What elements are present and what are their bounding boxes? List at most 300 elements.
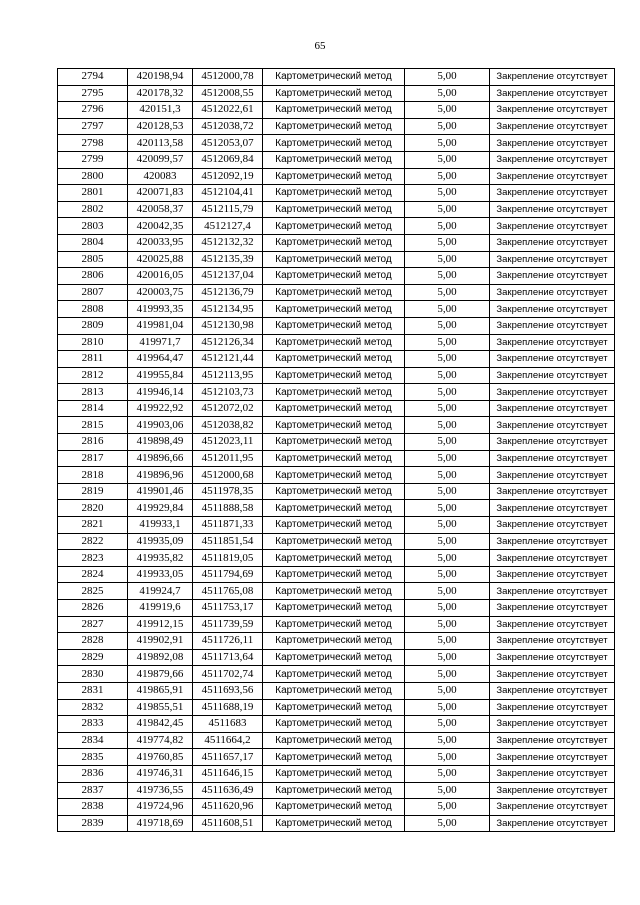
fixation-cell: Закрепление отсутствует (490, 583, 615, 600)
fixation-cell: Закрепление отсутствует (490, 400, 615, 417)
x-coordinate-cell: 419855,51 (128, 699, 193, 716)
table-row (58, 716, 615, 733)
x-coordinate-cell: 419718,69 (128, 815, 193, 832)
method-cell: Картометрический метод (263, 666, 405, 683)
accuracy-cell: 5,00 (405, 517, 490, 534)
method-cell: Картометрический метод (263, 334, 405, 351)
method-cell: Картометрический метод (263, 351, 405, 368)
coordinates-table-body (58, 69, 615, 832)
point-number-cell: 2826 (58, 600, 128, 617)
table-row (58, 682, 615, 699)
fixation-cell: Закрепление отсутствует (490, 185, 615, 202)
fixation-cell: Закрепление отсутствует (490, 384, 615, 401)
x-coordinate-cell: 419903,06 (128, 417, 193, 434)
accuracy-cell: 5,00 (405, 483, 490, 500)
method-cell: Картометрический метод (263, 317, 405, 334)
point-number-cell: 2838 (58, 799, 128, 816)
method-cell: Картометрический метод (263, 782, 405, 799)
point-number-cell: 2805 (58, 251, 128, 268)
y-coordinate-cell: 4512000,78 (193, 69, 263, 86)
method-cell: Картометрический метод (263, 815, 405, 832)
method-cell: Картометрический метод (263, 450, 405, 467)
accuracy-cell: 5,00 (405, 550, 490, 567)
accuracy-cell: 5,00 (405, 649, 490, 666)
method-cell: Картометрический метод (263, 566, 405, 583)
accuracy-cell: 5,00 (405, 317, 490, 334)
method-cell: Картометрический метод (263, 500, 405, 517)
y-coordinate-cell: 4512115,79 (193, 201, 263, 218)
accuracy-cell: 5,00 (405, 268, 490, 285)
table-row (58, 201, 615, 218)
accuracy-cell: 5,00 (405, 85, 490, 102)
y-coordinate-cell: 4512136,79 (193, 284, 263, 301)
accuracy-cell: 5,00 (405, 749, 490, 766)
table-row (58, 815, 615, 832)
point-number-cell: 2801 (58, 185, 128, 202)
y-coordinate-cell: 4511819,05 (193, 550, 263, 567)
fixation-cell: Закрепление отсутствует (490, 151, 615, 168)
accuracy-cell: 5,00 (405, 151, 490, 168)
table-row (58, 234, 615, 251)
x-coordinate-cell: 420113,58 (128, 135, 193, 152)
fixation-cell: Закрепление отсутствует (490, 732, 615, 749)
table-row (58, 85, 615, 102)
fixation-cell: Закрепление отсутствует (490, 550, 615, 567)
fixation-cell: Закрепление отсутствует (490, 334, 615, 351)
y-coordinate-cell: 4512127,4 (193, 218, 263, 235)
y-coordinate-cell: 4512011,95 (193, 450, 263, 467)
y-coordinate-cell: 4511726,11 (193, 633, 263, 650)
table-row (58, 616, 615, 633)
fixation-cell: Закрепление отсутствует (490, 417, 615, 434)
accuracy-cell: 5,00 (405, 782, 490, 799)
x-coordinate-cell: 419901,46 (128, 483, 193, 500)
table-row (58, 649, 615, 666)
x-coordinate-cell: 419922,92 (128, 400, 193, 417)
accuracy-cell: 5,00 (405, 218, 490, 235)
y-coordinate-cell: 4512121,44 (193, 351, 263, 368)
y-coordinate-cell: 4512000,68 (193, 467, 263, 484)
y-coordinate-cell: 4511765,08 (193, 583, 263, 600)
point-number-cell: 2807 (58, 284, 128, 301)
y-coordinate-cell: 4512038,82 (193, 417, 263, 434)
point-number-cell: 2833 (58, 716, 128, 733)
fixation-cell: Закрепление отсутствует (490, 483, 615, 500)
x-coordinate-cell: 419736,55 (128, 782, 193, 799)
table-row (58, 185, 615, 202)
y-coordinate-cell: 4512072,02 (193, 400, 263, 417)
accuracy-cell: 5,00 (405, 118, 490, 135)
method-cell: Картометрический метод (263, 251, 405, 268)
fixation-cell: Закрепление отсутствует (490, 616, 615, 633)
fixation-cell: Закрепление отсутствует (490, 467, 615, 484)
accuracy-cell: 5,00 (405, 102, 490, 119)
x-coordinate-cell: 420025,88 (128, 251, 193, 268)
x-coordinate-cell: 419933,05 (128, 566, 193, 583)
x-coordinate-cell: 419879,66 (128, 666, 193, 683)
point-number-cell: 2839 (58, 815, 128, 832)
point-number-cell: 2806 (58, 268, 128, 285)
x-coordinate-cell: 419993,35 (128, 301, 193, 318)
fixation-cell: Закрепление отсутствует (490, 367, 615, 384)
x-coordinate-cell: 419929,84 (128, 500, 193, 517)
x-coordinate-cell: 420003,75 (128, 284, 193, 301)
point-number-cell: 2817 (58, 450, 128, 467)
point-number-cell: 2835 (58, 749, 128, 766)
table-row (58, 566, 615, 583)
method-cell: Картометрический метод (263, 85, 405, 102)
point-number-cell: 2834 (58, 732, 128, 749)
table-row (58, 417, 615, 434)
fixation-cell: Закрепление отсутствует (490, 533, 615, 550)
accuracy-cell: 5,00 (405, 351, 490, 368)
y-coordinate-cell: 4511688,19 (193, 699, 263, 716)
table-row (58, 251, 615, 268)
x-coordinate-cell: 419760,85 (128, 749, 193, 766)
point-number-cell: 2814 (58, 400, 128, 417)
method-cell: Картометрический метод (263, 234, 405, 251)
point-number-cell: 2808 (58, 301, 128, 318)
method-cell: Картометрический метод (263, 185, 405, 202)
x-coordinate-cell: 420071,83 (128, 185, 193, 202)
fixation-cell: Закрепление отсутствует (490, 799, 615, 816)
x-coordinate-cell: 419842,45 (128, 716, 193, 733)
fixation-cell: Закрепление отсутствует (490, 699, 615, 716)
x-coordinate-cell: 420016,05 (128, 268, 193, 285)
accuracy-cell: 5,00 (405, 765, 490, 782)
accuracy-cell: 5,00 (405, 251, 490, 268)
fixation-cell: Закрепление отсутствует (490, 251, 615, 268)
accuracy-cell: 5,00 (405, 367, 490, 384)
fixation-cell: Закрепление отсутствует (490, 434, 615, 451)
table-row (58, 400, 615, 417)
method-cell: Картометрический метод (263, 69, 405, 86)
method-cell: Картометрический метод (263, 467, 405, 484)
y-coordinate-cell: 4511620,96 (193, 799, 263, 816)
point-number-cell: 2800 (58, 168, 128, 185)
method-cell: Картометрический метод (263, 649, 405, 666)
y-coordinate-cell: 4511683 (193, 716, 263, 733)
table-row (58, 799, 615, 816)
y-coordinate-cell: 4511753,17 (193, 600, 263, 617)
method-cell: Картометрический метод (263, 301, 405, 318)
y-coordinate-cell: 4511608,51 (193, 815, 263, 832)
x-coordinate-cell: 419935,82 (128, 550, 193, 567)
table-row (58, 268, 615, 285)
method-cell: Картометрический метод (263, 799, 405, 816)
x-coordinate-cell: 419955,84 (128, 367, 193, 384)
fixation-cell: Закрепление отсутствует (490, 500, 615, 517)
y-coordinate-cell: 4511657,17 (193, 749, 263, 766)
method-cell: Картометрический метод (263, 384, 405, 401)
x-coordinate-cell: 419924,7 (128, 583, 193, 600)
method-cell: Картометрический метод (263, 765, 405, 782)
table-row (58, 550, 615, 567)
point-number-cell: 2813 (58, 384, 128, 401)
point-number-cell: 2823 (58, 550, 128, 567)
y-coordinate-cell: 4511871,33 (193, 517, 263, 534)
point-number-cell: 2827 (58, 616, 128, 633)
accuracy-cell: 5,00 (405, 201, 490, 218)
table-row (58, 749, 615, 766)
table-row (58, 483, 615, 500)
y-coordinate-cell: 4512134,95 (193, 301, 263, 318)
point-number-cell: 2825 (58, 583, 128, 600)
y-coordinate-cell: 4511739,59 (193, 616, 263, 633)
fixation-cell: Закрепление отсутствует (490, 102, 615, 119)
accuracy-cell: 5,00 (405, 450, 490, 467)
x-coordinate-cell: 419865,91 (128, 682, 193, 699)
table-row (58, 782, 615, 799)
x-coordinate-cell: 420178,32 (128, 85, 193, 102)
point-number-cell: 2802 (58, 201, 128, 218)
fixation-cell: Закрепление отсутствует (490, 284, 615, 301)
fixation-cell: Закрепление отсутствует (490, 118, 615, 135)
point-number-cell: 2795 (58, 85, 128, 102)
method-cell: Картометрический метод (263, 550, 405, 567)
fixation-cell: Закрепление отсутствует (490, 566, 615, 583)
method-cell: Картометрический метод (263, 699, 405, 716)
table-row (58, 633, 615, 650)
point-number-cell: 2836 (58, 765, 128, 782)
table-row (58, 168, 615, 185)
method-cell: Картометрический метод (263, 168, 405, 185)
x-coordinate-cell: 419964,47 (128, 351, 193, 368)
x-coordinate-cell: 420099,57 (128, 151, 193, 168)
y-coordinate-cell: 4512053,07 (193, 135, 263, 152)
fixation-cell: Закрепление отсутствует (490, 666, 615, 683)
x-coordinate-cell: 419902,91 (128, 633, 193, 650)
accuracy-cell: 5,00 (405, 434, 490, 451)
table-row (58, 317, 615, 334)
x-coordinate-cell: 419946,14 (128, 384, 193, 401)
method-cell: Картометрический метод (263, 135, 405, 152)
method-cell: Картометрический метод (263, 367, 405, 384)
fixation-cell: Закрепление отсутствует (490, 69, 615, 86)
x-coordinate-cell: 419912,15 (128, 616, 193, 633)
y-coordinate-cell: 4511978,35 (193, 483, 263, 500)
accuracy-cell: 5,00 (405, 500, 490, 517)
fixation-cell: Закрепление отсутствует (490, 815, 615, 832)
method-cell: Картометрический метод (263, 517, 405, 534)
point-number-cell: 2822 (58, 533, 128, 550)
x-coordinate-cell: 419919,6 (128, 600, 193, 617)
accuracy-cell: 5,00 (405, 616, 490, 633)
x-coordinate-cell: 420151,3 (128, 102, 193, 119)
table-row (58, 517, 615, 534)
y-coordinate-cell: 4512130,98 (193, 317, 263, 334)
fixation-cell: Закрепление отсутствует (490, 301, 615, 318)
fixation-cell: Закрепление отсутствует (490, 782, 615, 799)
table-row (58, 118, 615, 135)
accuracy-cell: 5,00 (405, 815, 490, 832)
coordinates-table (57, 68, 615, 832)
y-coordinate-cell: 4511702,74 (193, 666, 263, 683)
method-cell: Картометрический метод (263, 633, 405, 650)
table-row (58, 450, 615, 467)
table-row (58, 583, 615, 600)
method-cell: Картометрический метод (263, 284, 405, 301)
fixation-cell: Закрепление отсутствует (490, 649, 615, 666)
table-row (58, 102, 615, 119)
accuracy-cell: 5,00 (405, 633, 490, 650)
x-coordinate-cell: 419724,96 (128, 799, 193, 816)
point-number-cell: 2803 (58, 218, 128, 235)
point-number-cell: 2809 (58, 317, 128, 334)
y-coordinate-cell: 4512023,11 (193, 434, 263, 451)
y-coordinate-cell: 4512104,41 (193, 185, 263, 202)
table-row (58, 699, 615, 716)
x-coordinate-cell: 419971,7 (128, 334, 193, 351)
method-cell: Картометрический метод (263, 151, 405, 168)
y-coordinate-cell: 4511693,56 (193, 682, 263, 699)
point-number-cell: 2796 (58, 102, 128, 119)
method-cell: Картометрический метод (263, 533, 405, 550)
table-row (58, 600, 615, 617)
accuracy-cell: 5,00 (405, 682, 490, 699)
point-number-cell: 2821 (58, 517, 128, 534)
y-coordinate-cell: 4511888,58 (193, 500, 263, 517)
x-coordinate-cell: 419896,66 (128, 450, 193, 467)
method-cell: Картометрический метод (263, 201, 405, 218)
point-number-cell: 2820 (58, 500, 128, 517)
accuracy-cell: 5,00 (405, 566, 490, 583)
point-number-cell: 2824 (58, 566, 128, 583)
y-coordinate-cell: 4511794,69 (193, 566, 263, 583)
y-coordinate-cell: 4512038,72 (193, 118, 263, 135)
x-coordinate-cell: 420128,53 (128, 118, 193, 135)
x-coordinate-cell: 419935,09 (128, 533, 193, 550)
fixation-cell: Закрепление отсутствует (490, 517, 615, 534)
method-cell: Картометрический метод (263, 483, 405, 500)
point-number-cell: 2837 (58, 782, 128, 799)
method-cell: Картометрический метод (263, 400, 405, 417)
accuracy-cell: 5,00 (405, 301, 490, 318)
point-number-cell: 2810 (58, 334, 128, 351)
x-coordinate-cell: 419774,82 (128, 732, 193, 749)
point-number-cell: 2830 (58, 666, 128, 683)
y-coordinate-cell: 4512137,04 (193, 268, 263, 285)
point-number-cell: 2804 (58, 234, 128, 251)
accuracy-cell: 5,00 (405, 666, 490, 683)
y-coordinate-cell: 4512008,55 (193, 85, 263, 102)
table-row (58, 384, 615, 401)
accuracy-cell: 5,00 (405, 384, 490, 401)
table-row (58, 284, 615, 301)
method-cell: Картометрический метод (263, 682, 405, 699)
x-coordinate-cell: 420198,94 (128, 69, 193, 86)
point-number-cell: 2794 (58, 69, 128, 86)
x-coordinate-cell: 419933,1 (128, 517, 193, 534)
table-row (58, 666, 615, 683)
fixation-cell: Закрепление отсутствует (490, 135, 615, 152)
accuracy-cell: 5,00 (405, 168, 490, 185)
table-row (58, 301, 615, 318)
method-cell: Картометрический метод (263, 417, 405, 434)
accuracy-cell: 5,00 (405, 533, 490, 550)
table-row (58, 351, 615, 368)
accuracy-cell: 5,00 (405, 400, 490, 417)
fixation-cell: Закрепление отсутствует (490, 168, 615, 185)
x-coordinate-cell: 420033,95 (128, 234, 193, 251)
point-number-cell: 2829 (58, 649, 128, 666)
table-row (58, 151, 615, 168)
table-row (58, 500, 615, 517)
method-cell: Картометрический метод (263, 434, 405, 451)
method-cell: Картометрический метод (263, 616, 405, 633)
y-coordinate-cell: 4512069,84 (193, 151, 263, 168)
accuracy-cell: 5,00 (405, 417, 490, 434)
accuracy-cell: 5,00 (405, 600, 490, 617)
fixation-cell: Закрепление отсутствует (490, 218, 615, 235)
fixation-cell: Закрепление отсутствует (490, 201, 615, 218)
fixation-cell: Закрепление отсутствует (490, 351, 615, 368)
fixation-cell: Закрепление отсутствует (490, 633, 615, 650)
y-coordinate-cell: 4511851,54 (193, 533, 263, 550)
y-coordinate-cell: 4512126,34 (193, 334, 263, 351)
point-number-cell: 2798 (58, 135, 128, 152)
accuracy-cell: 5,00 (405, 185, 490, 202)
table-row (58, 533, 615, 550)
point-number-cell: 2811 (58, 351, 128, 368)
point-number-cell: 2812 (58, 367, 128, 384)
point-number-cell: 2797 (58, 118, 128, 135)
table-row (58, 218, 615, 235)
y-coordinate-cell: 4512135,39 (193, 251, 263, 268)
fixation-cell: Закрепление отсутствует (490, 716, 615, 733)
y-coordinate-cell: 4512022,61 (193, 102, 263, 119)
page-number: 65 (314, 40, 326, 52)
fixation-cell: Закрепление отсутствует (490, 268, 615, 285)
x-coordinate-cell: 419892,08 (128, 649, 193, 666)
method-cell: Картометрический метод (263, 268, 405, 285)
point-number-cell: 2818 (58, 467, 128, 484)
fixation-cell: Закрепление отсутствует (490, 317, 615, 334)
point-number-cell: 2815 (58, 417, 128, 434)
table-row (58, 467, 615, 484)
fixation-cell: Закрепление отсутствует (490, 600, 615, 617)
fixation-cell: Закрепление отсутствует (490, 682, 615, 699)
point-number-cell: 2799 (58, 151, 128, 168)
method-cell: Картометрический метод (263, 749, 405, 766)
point-number-cell: 2816 (58, 434, 128, 451)
x-coordinate-cell: 420058,37 (128, 201, 193, 218)
point-number-cell: 2819 (58, 483, 128, 500)
point-number-cell: 2832 (58, 699, 128, 716)
table-row (58, 334, 615, 351)
x-coordinate-cell: 419896,96 (128, 467, 193, 484)
point-number-cell: 2828 (58, 633, 128, 650)
table-row (58, 367, 615, 384)
method-cell: Картометрический метод (263, 732, 405, 749)
method-cell: Картометрический метод (263, 118, 405, 135)
fixation-cell: Закрепление отсутствует (490, 85, 615, 102)
y-coordinate-cell: 4512092,19 (193, 168, 263, 185)
accuracy-cell: 5,00 (405, 716, 490, 733)
y-coordinate-cell: 4511713,64 (193, 649, 263, 666)
accuracy-cell: 5,00 (405, 699, 490, 716)
y-coordinate-cell: 4512113,95 (193, 367, 263, 384)
method-cell: Картометрический метод (263, 716, 405, 733)
y-coordinate-cell: 4512132,32 (193, 234, 263, 251)
x-coordinate-cell: 419746,31 (128, 765, 193, 782)
fixation-cell: Закрепление отсутствует (490, 765, 615, 782)
accuracy-cell: 5,00 (405, 799, 490, 816)
table-row (58, 765, 615, 782)
y-coordinate-cell: 4512103,73 (193, 384, 263, 401)
table-row (58, 434, 615, 451)
accuracy-cell: 5,00 (405, 234, 490, 251)
